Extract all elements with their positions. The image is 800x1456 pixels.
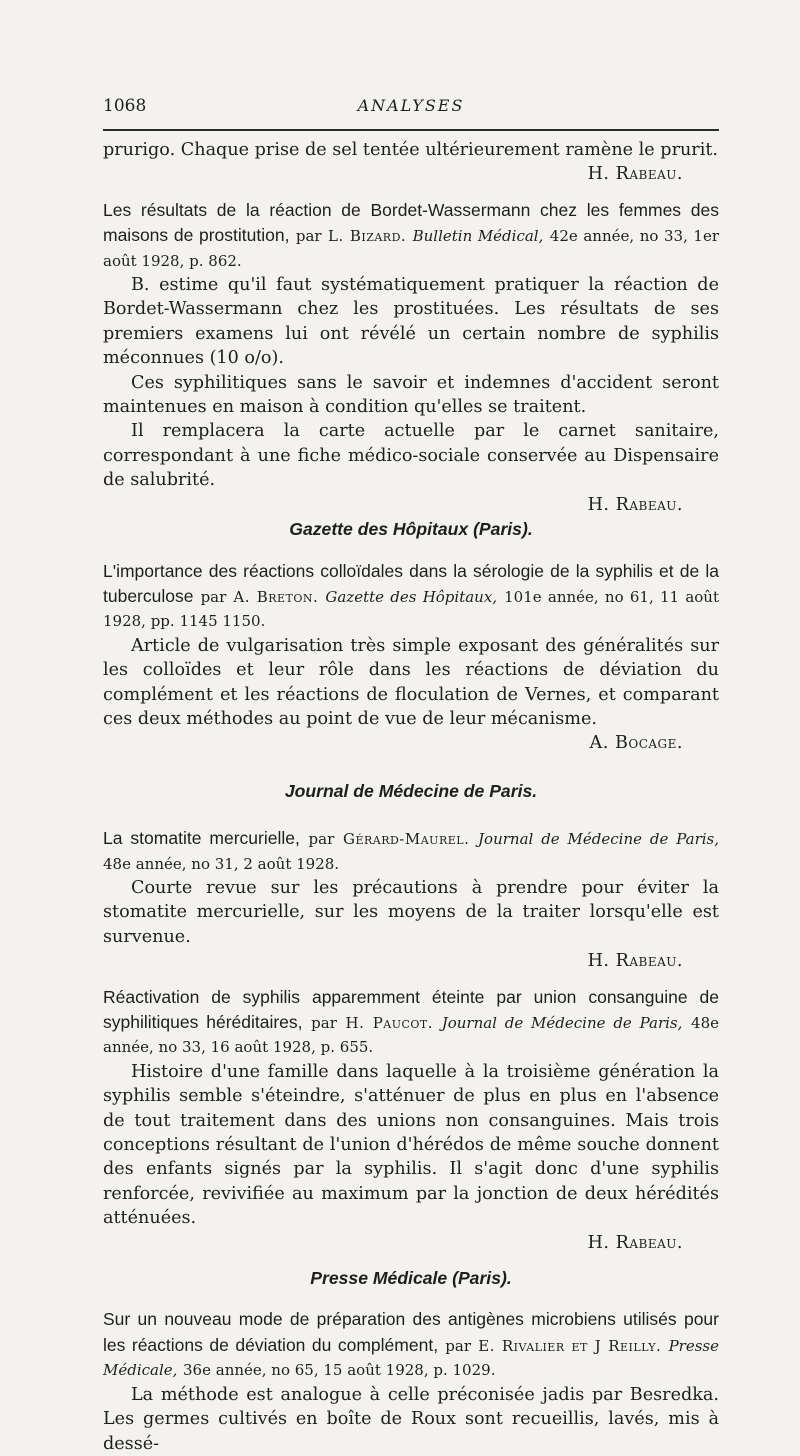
- article-title: La stomatite mercurielle,: [103, 828, 300, 849]
- article-reference: 101e année, no 61, 11 août 1928, pp. 1145 1150.: [103, 587, 719, 631]
- article-title: L'importance des réactions colloïdales dans la sérologie de la syphilis et de la tuberculose: [103, 560, 719, 606]
- spacer: [103, 974, 719, 985]
- page-content: [103, 138, 719, 1456]
- article: [103, 198, 719, 517]
- article-reference: 42e année, no 33, 1er août 1928, p. 862.: [103, 227, 720, 270]
- article-reference: 48e année, no 31, 2 août 1928.: [103, 854, 340, 873]
- article-paragraph: Ces syphilitiques sans le savoir et indemnes d'accident seront maintenues en maison à condition qu'elles se traitent.: [103, 372, 719, 418]
- running-head: ANALYSES: [357, 96, 465, 115]
- journal-name: Bulletin Médical,: [412, 227, 544, 246]
- article-paragraph: Article de vulgarisation très simple exposant des généralités sur les colloïdes et leur rôle dans les réactions de déviation du complément et les réactions de floculation de Vernes, et comparant ces deux méthodes au point de vue de leur mécanisme.: [103, 635, 719, 729]
- signature: H. Rabeau.: [587, 494, 683, 515]
- article-paragraph: B. estime qu'il faut systématiquement pratiquer la réaction de Bordet-Wassermann chez les prostituées. Les résultats de ses premiers examens lui ont révélé un certain nombre de syphilis méconnues (10 o/o).: [103, 275, 719, 369]
- spacer: [103, 803, 719, 826]
- author-prefix: par: [295, 227, 322, 246]
- continued-text: prurigo. Chaque prise de sel tentée ultérieurement ramène le prurit.: [103, 140, 719, 160]
- page-number: 1068: [103, 96, 147, 116]
- article: [103, 1307, 719, 1455]
- signature: H. Rabeau.: [587, 951, 683, 972]
- article-heading: [103, 198, 719, 273]
- section-heading: Journal de Médecine de Paris.: [284, 780, 538, 801]
- spacer: [103, 542, 719, 559]
- section-heading: Gazette des Hôpitaux (Paris).: [289, 519, 533, 540]
- article-heading: [103, 985, 719, 1060]
- article-heading: [103, 1307, 719, 1382]
- journal-name: Presse Médicale,: [103, 1336, 719, 1380]
- author-prefix: par: [311, 1014, 337, 1032]
- signature: H. Rabeau.: [587, 164, 683, 185]
- article-heading: [103, 826, 719, 876]
- signature: A. Bocage.: [589, 733, 683, 754]
- article-heading: [103, 559, 719, 634]
- article: [103, 985, 719, 1255]
- article: [103, 826, 719, 973]
- article-title: Les résultats de la réaction de Bordet-Wassermann chez les femmes des maisons de prostitution,: [103, 199, 719, 246]
- header-rule: [103, 129, 719, 131]
- article-paragraph: Histoire d'une famille dans laquelle à la troisième génération la syphilis semble s'éteindre, s'atténuer de plus en plus en l'absence de tout traitement dans des unions non consanguines. Mais trois conceptions résultant de l'union d'hérédos de même souche donnent des enfants signés par la syphilis. Il s'agit donc d'une syphilis renforcée, revivifiée au maximum par la jonction de deux hérédités atténuées.: [103, 1061, 719, 1229]
- article-author: L. Bizard.: [328, 227, 407, 246]
- signature: H. Rabeau.: [587, 1232, 683, 1253]
- article-paragraph: Courte revue sur les précautions à prendre pour éviter la stomatite mercurielle, sur les moyens de la traiter lorsqu'elle est survenue.: [103, 877, 719, 947]
- spacer: [103, 756, 719, 779]
- article-author: E. Rivalier et J Reilly.: [478, 1336, 662, 1355]
- article-reference: 48e année, no 33, 16 août 1928, p. 655.: [103, 1014, 720, 1057]
- section-heading: Presse Médicale (Paris).: [310, 1268, 512, 1289]
- article-author: A. Breton.: [233, 587, 319, 606]
- spacer: [103, 1290, 719, 1307]
- journal-name: Journal de Médecine de Paris,: [441, 1014, 683, 1032]
- article: [103, 559, 719, 756]
- article-title: Sur un nouveau mode de préparation des antigènes microbiens utilisés pour les réactions de déviation du complément,: [103, 1309, 719, 1355]
- spacer: [103, 1255, 719, 1266]
- article-author: H. Paucot.: [345, 1014, 434, 1032]
- spacer: [103, 187, 719, 198]
- author-prefix: par: [308, 830, 335, 849]
- article-paragraph: La méthode est analogue à celle préconisée jadis par Besredka. Les germes cultivés en boîte de Roux sont recueillis, lavés, mis à dessé-: [103, 1384, 719, 1454]
- journal-name: Journal de Médecine de Paris,: [478, 830, 720, 849]
- author-prefix: par: [445, 1336, 472, 1355]
- article-reference: 36e année, no 65, 15 août 1928, p. 1029.: [183, 1361, 496, 1380]
- article-title: Réactivation de syphilis apparemment éteinte par union consanguine de syphilitiques héréditaires,: [103, 986, 719, 1032]
- article-paragraph: Il remplacera la carte actuelle par le carnet sanitaire, correspondant à une fiche médico-sociale conservée au Dispensaire de salubrité.: [103, 421, 719, 491]
- author-prefix: par: [200, 587, 227, 606]
- article-author: Gérard-Maurel.: [342, 830, 470, 849]
- journal-name: Gazette des Hôpitaux,: [325, 587, 498, 606]
- page-header: [103, 96, 719, 126]
